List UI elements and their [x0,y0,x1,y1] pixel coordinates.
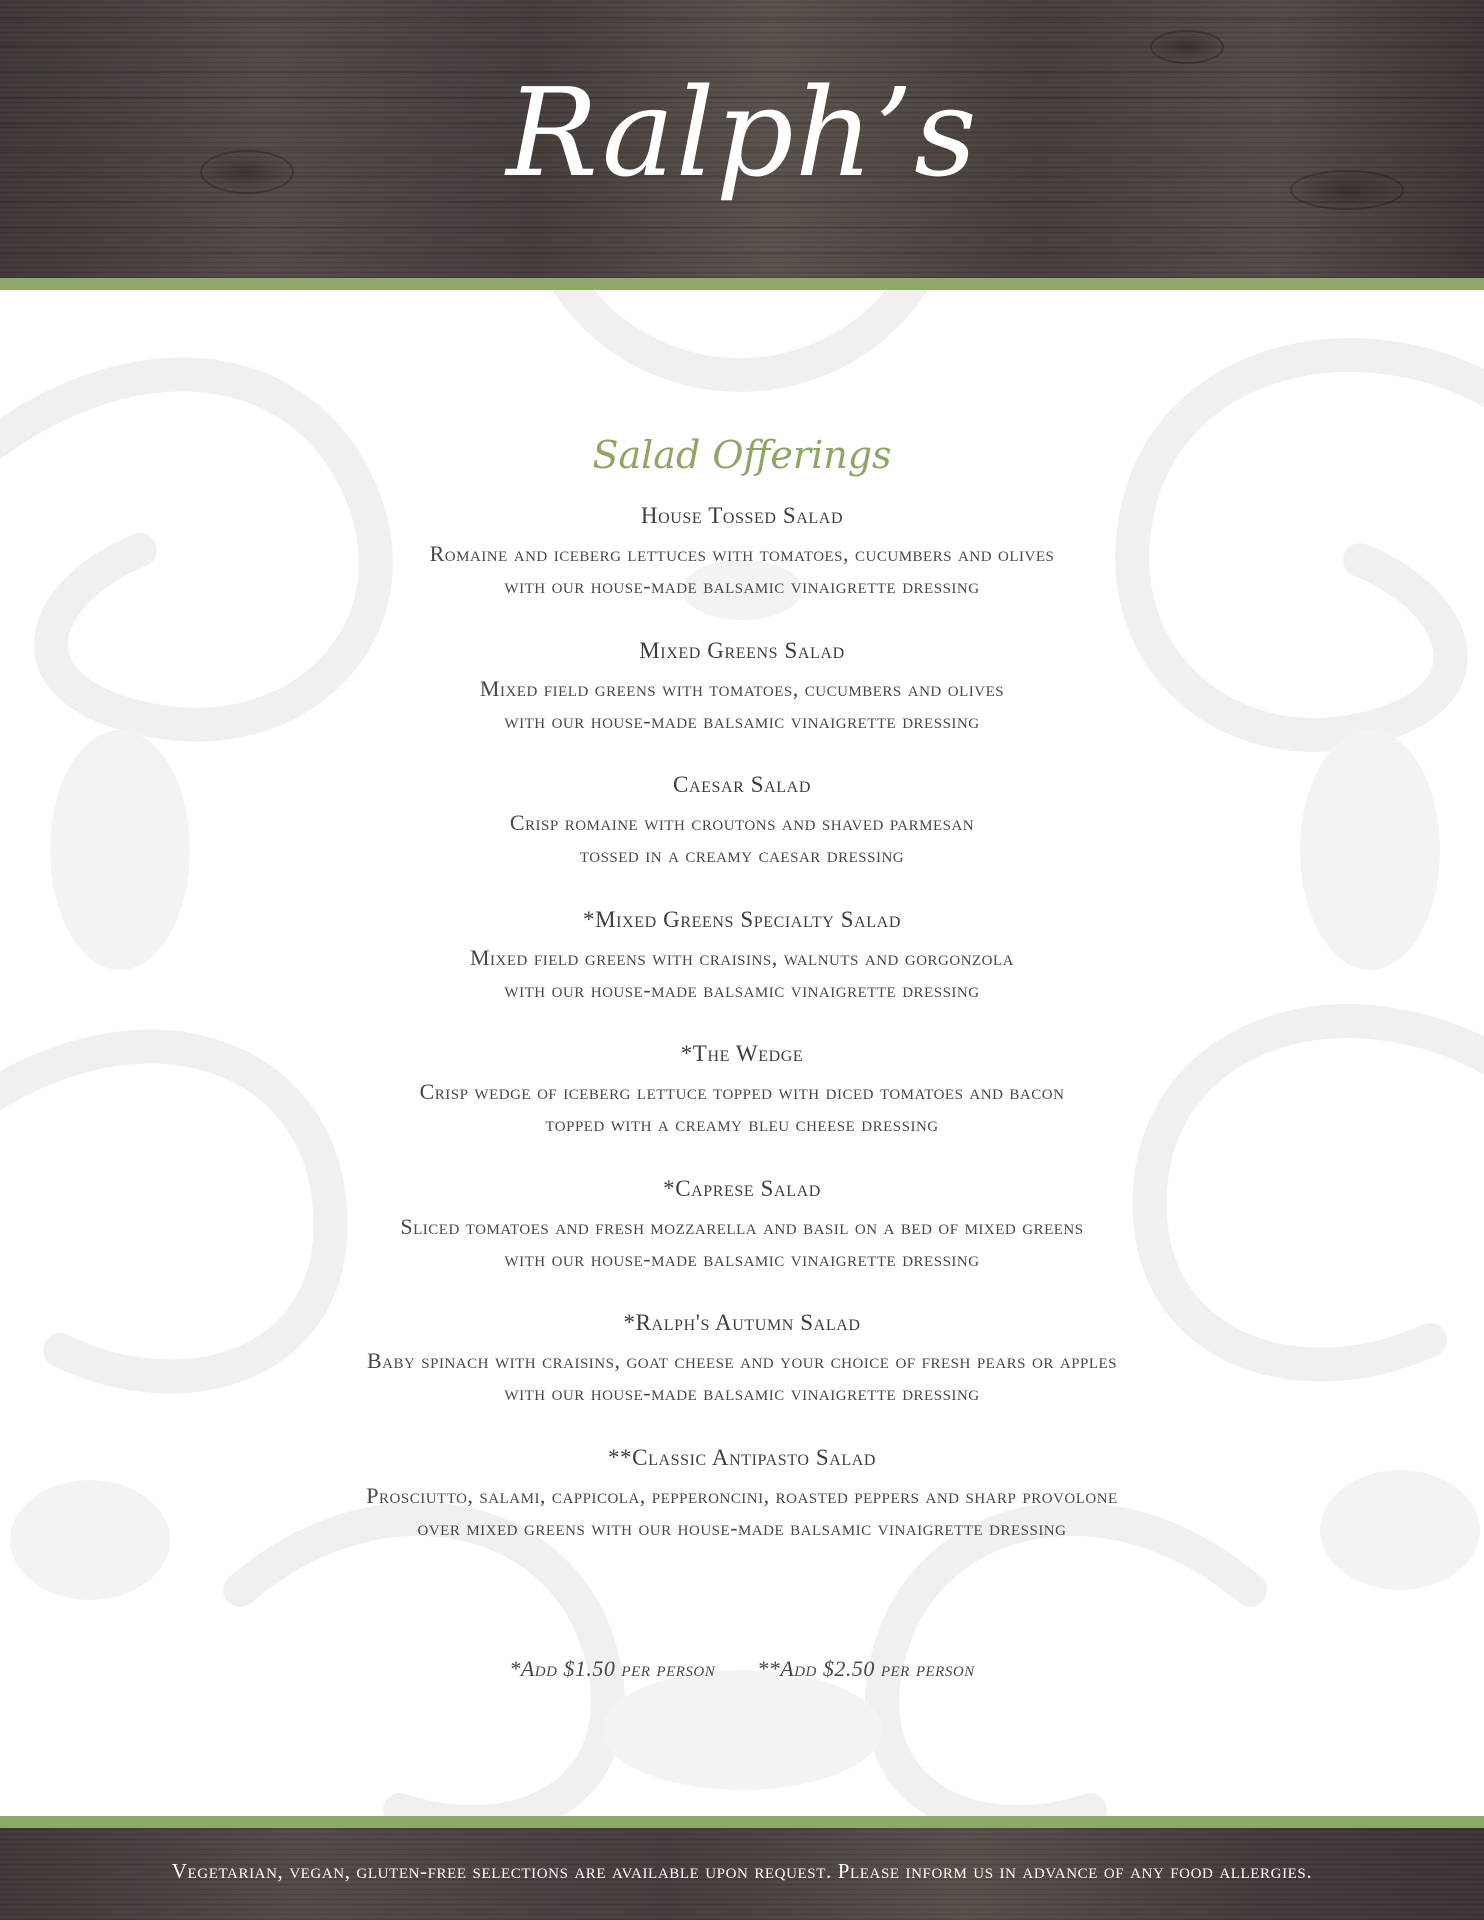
menu-item-classic-antipasto-salad [0,1440,1484,1575]
header-green-divider [0,278,1484,290]
menu-content [0,420,1484,1574]
description-line: with our house-made balsamic vinaigrette dressing [504,1245,980,1271]
header-wood-banner [0,0,1484,278]
description-line: Crisp romaine with croutons and shaved parmesan [509,810,975,835]
description-line: Prosciutto, salami, cappicola, pepperoncini, roasted peppers and sharp provolone [366,1482,1118,1508]
description-line: Mixed field greens with tomatoes, cucumbers and olives [479,675,1005,701]
description-line: Crisp wedge of iceberg lettuce topped with diced tomatoes and bacon [419,1079,1065,1104]
menu-item-name: *Mixed Greens Specialty Salad [583,906,901,932]
menu-item-name: *The Wedge [680,1041,804,1066]
description-line: with our house-made balsamic vinaigrette dressing [504,1380,980,1405]
description-line: Romaine and iceberg lettuces with tomatoes, cucumbers and olives [429,541,1055,566]
menu-list [0,498,1484,1574]
footer-green-divider [0,1816,1484,1828]
description-line: Sliced tomatoes and fresh mozzarella and basil on a bed of mixed greens [400,1213,1084,1239]
menu-item-description [0,1076,1484,1140]
menu-item-description [0,1211,1484,1275]
description-line: over mixed greens with our house-made balsamic vinaigrette dressing [417,1514,1067,1540]
menu-item-mixed-greens-salad [0,633,1484,768]
menu-item-name: **Classic Antipasto Salad [607,1444,877,1470]
description-line: with our house-made balsamic vinaigrette dressing [504,573,980,598]
description-line: Baby spinach with craisins, goat cheese and your choice of fresh pears or apples [366,1348,1118,1373]
menu-item-ralphs-autumn-salad [0,1305,1484,1440]
menu-item-name: House Tossed Salad [640,503,844,528]
double-star-note: **Add $2.50 per person [757,1656,975,1681]
price-notes [0,1652,1484,1686]
menu-item-description [0,942,1484,1006]
description-line: tossed in a creamy caesar dressing [579,842,905,867]
menu-item-name: *Caprese Salad [663,1175,821,1201]
restaurant-logo-title: Ralph’s [506,62,978,204]
menu-item-house-tossed-salad [0,498,1484,633]
section-title: Salad Offerings [592,433,892,477]
description-line: Mixed field greens with craisins, walnuts and gorgonzola [469,944,1015,970]
menu-item-mixed-greens-specialty-salad [0,902,1484,1037]
description-line: with our house-made balsamic vinaigrette dressing [504,976,980,1002]
menu-item-name: *Ralph's Autumn Salad [623,1310,861,1335]
menu-item-caprese-salad [0,1171,1484,1306]
menu-item-description [0,538,1484,602]
menu-item-description [0,1480,1484,1544]
dietary-notice: Vegetarian, vegan, gluten-free selections are available upon request. Please inform us in advance of any food allergies. [171,1859,1313,1883]
description-line: topped with a creamy bleu cheese dressing [545,1111,939,1136]
single-star-note: *Add $1.50 per person [509,1656,716,1681]
menu-item-name: Caesar Salad [673,772,811,797]
menu-item-description [0,807,1484,871]
menu-item-caesar-salad [0,767,1484,902]
menu-item-description [0,673,1484,737]
menu-item-name: Mixed Greens Salad [639,637,845,663]
menu-item-description [0,1345,1484,1409]
footer-wood-banner [0,1828,1484,1920]
menu-item-the-wedge [0,1036,1484,1171]
description-line: with our house-made balsamic vinaigrette dressing [504,707,980,733]
